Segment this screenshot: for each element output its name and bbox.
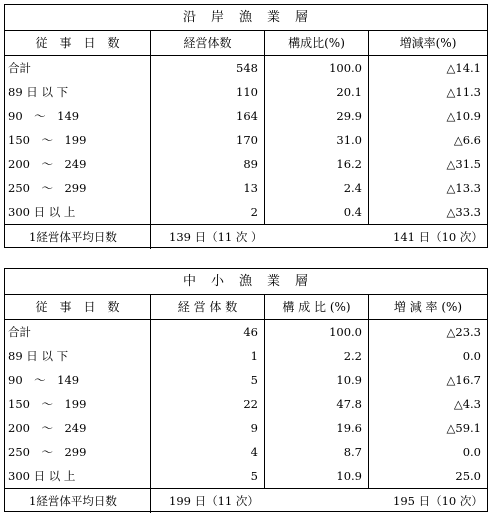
table-cell: 150 〜 199 [8,133,87,147]
table-cell: △6.6 [453,133,481,147]
table-cell: △11.3 [446,85,481,99]
table-cell: 170 [236,133,258,147]
footer-row [5,489,487,513]
footer-previous: 141 日（10 次） [393,230,483,244]
days-column [5,320,151,488]
table-cell: △13.3 [446,181,481,195]
table-title: 沿 岸 漁 業 層 [5,5,487,31]
table-cell: △16.7 [446,373,481,387]
table-cell: 250 〜 299 [8,181,87,195]
footer-previous: 195 日（10 次） [393,494,483,508]
table-cell: 19.6 [336,421,362,435]
header-change: 増減率(%) [399,36,457,50]
table-cell: △23.3 [446,325,481,339]
table-cell: 25.0 [455,469,481,483]
ratio-column [265,56,369,224]
table-cell: 548 [236,61,258,75]
header-count: 経 営 体 数 [151,295,265,319]
table-cell: 100.0 [329,61,362,75]
table-cell: 1 [250,349,258,363]
table-cell: 2.4 [343,181,362,195]
count-column [151,320,265,488]
count-column [151,56,265,224]
footer-current: 139 日（11 次 ） [169,230,263,244]
table-cell: 31.0 [336,133,362,147]
footer-label: 1経営体平均日数 [5,225,151,249]
table-cell: 0.4 [343,205,362,219]
table-cell: 0.0 [462,349,481,363]
table-cell: 110 [236,85,258,99]
table-cell: 5 [250,373,258,387]
table-cell: 8.7 [343,445,362,459]
footer-label: 1経営体平均日数 [5,489,151,513]
table-cell: 250 〜 299 [8,445,87,459]
table-cell: △59.1 [446,421,481,435]
table-cell: 合計 [8,61,31,75]
header-count: 経営体数 [151,31,265,55]
table-cell: 200 〜 249 [8,421,87,435]
header-days: 従 事 日 数 [5,31,151,55]
table-cell: 20.1 [336,85,362,99]
table-cell: 46 [243,325,258,339]
table-cell: △14.1 [446,61,481,75]
table-cell: 10.9 [336,373,362,387]
table-cell: 89 [243,157,258,171]
table-title: 中 小 漁 業 層 [5,269,487,295]
table-cell: 2.2 [343,349,362,363]
table-cell: 200 〜 249 [8,157,87,171]
table-cell: 90 〜 149 [8,373,80,387]
table-cell: 22 [243,397,258,411]
table-cell: 29.9 [336,109,362,123]
table-cell: 89 日 以 下 [8,349,69,363]
small-medium-fishery-table [4,268,488,512]
change-column [369,320,487,488]
coastal-fishery-table [4,4,488,248]
header-change: 増 減 率 (%) [393,300,463,314]
table-body [5,320,487,489]
table-cell: 13 [243,181,258,195]
table-cell: 16.2 [336,157,362,171]
table-cell: 0.0 [462,445,481,459]
change-column [369,56,487,224]
table-cell: 150 〜 199 [8,397,87,411]
days-column [5,56,151,224]
ratio-column [265,320,369,488]
header-row [5,31,487,56]
table-cell: 2 [250,205,258,219]
footer-row [5,225,487,249]
table-cell: 164 [236,109,258,123]
table-cell: △31.5 [446,157,481,171]
table-cell: 90 〜 149 [8,109,80,123]
table-cell: △33.3 [446,205,481,219]
table-cell: 89 日 以 下 [8,85,69,99]
header-row [5,295,487,320]
header-ratio: 構成比(%) [265,31,369,55]
table-cell: 10.9 [336,469,362,483]
footer-current: 199 日（11 次） [169,494,259,508]
table-cell: △4.3 [453,397,481,411]
table-cell: 47.8 [336,397,362,411]
table-cell: 300 日 以 上 [8,469,76,483]
table-cell: 合計 [8,325,31,339]
header-days: 従 事 日 数 [5,295,151,319]
table-body [5,56,487,225]
table-cell: 9 [250,421,258,435]
table-cell: △10.9 [446,109,481,123]
table-cell: 300 日 以 上 [8,205,76,219]
table-cell: 4 [250,445,258,459]
header-ratio: 構 成 比 (%) [265,295,369,319]
table-cell: 5 [250,469,258,483]
table-cell: 100.0 [329,325,362,339]
